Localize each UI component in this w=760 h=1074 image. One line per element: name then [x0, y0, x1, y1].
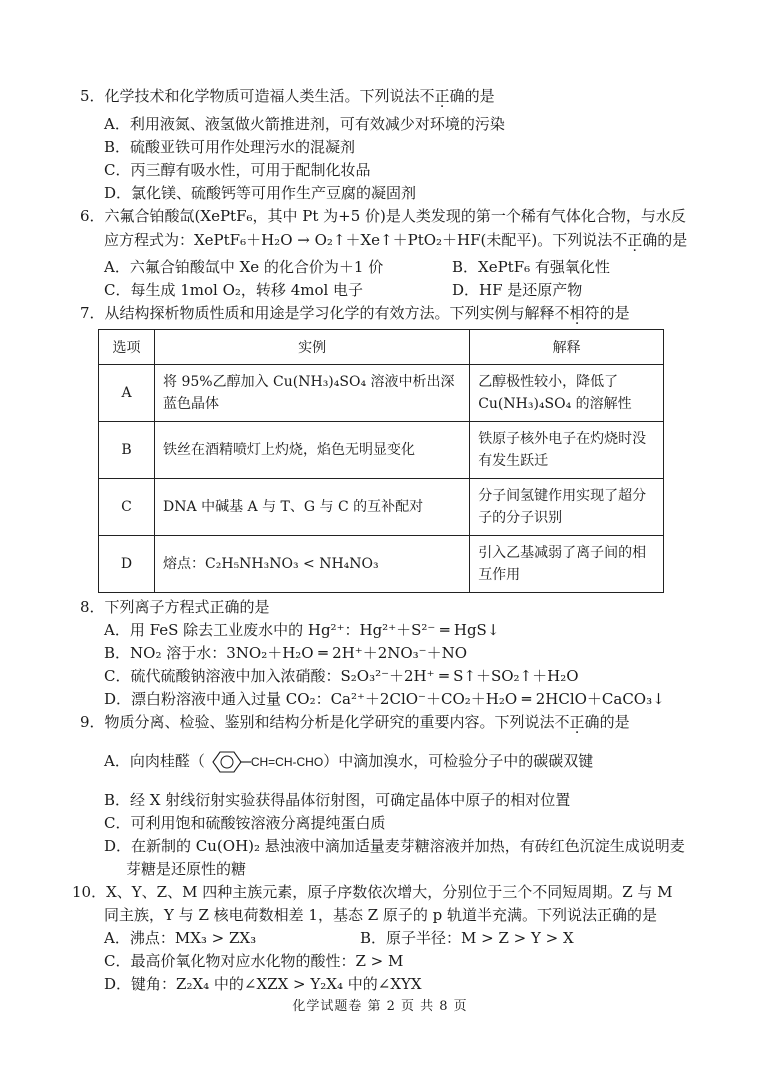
q9-option-a: [104, 748, 593, 775]
q6-emphasis: 不正确: [612, 231, 658, 249]
table-row: [99, 536, 664, 593]
q10-option-c: C．最高价氧化物对应水化物的酸性：Z > M: [104, 952, 404, 970]
q5-option-a: A．利用液氮、液氢做火箭推进剂，可有效减少对环境的污染: [104, 115, 505, 133]
row-example: 熔点：C₂H₅NH₃NO₃ < NH₄NO₃: [155, 536, 470, 593]
row-explanation: 乙醇极性较小，降低了 Cu(NH₃)₄SO₄ 的溶解性: [470, 365, 664, 422]
row-explanation: 引入乙基减弱了离子间的相互作用: [470, 536, 664, 593]
q9-option-a-post: ）中滴加溴水，可检验分子中的碳碳双键: [323, 752, 594, 770]
q7-stem-end: 的是: [599, 304, 630, 322]
row-explanation: 分子间氢键作用实现了超分子的分子识别: [470, 479, 664, 536]
q8-option-d: D．漂白粉溶液中通入过量 CO₂：Ca²⁺＋2ClO⁻＋CO₂＋H₂O ═ 2HClO＋CaCO₃↓: [104, 690, 665, 708]
q9-stem-end: 的是: [599, 713, 630, 731]
q10-stem-line2: 同主族，Y 与 Z 核电荷数相差 1，基态 Z 原子的 p 轨道半充满。下列说法正确的是: [104, 906, 658, 924]
q6-option-a: A．六氟合铂酸氙中 Xe 的化合价为＋1 价: [104, 258, 384, 276]
cinnamaldehyde-chain: CH=CH-CHO: [250, 755, 324, 769]
q6-stem-end: 的是: [657, 231, 688, 249]
q7-table: [98, 329, 664, 593]
q9-option-a-pre: A．向肉桂醛（: [104, 752, 205, 770]
header-option: 选项: [99, 330, 155, 365]
row-key: A: [99, 365, 155, 422]
q7-table-header: [99, 330, 664, 365]
row-key: D: [99, 536, 155, 593]
q5-option-c: C．丙三醇有吸水性，可用于配制化妆品: [104, 161, 371, 179]
q6-stem-line1: 6．六氟合铂酸氙(XePtF₆，其中 Pt 为+5 价)是人类发现的第一个稀有气体化合物，与水反: [80, 207, 686, 225]
q9-stem-text: 9．物质分离、检验、鉴别和结构分析是化学研究的重要内容。下列说法: [80, 713, 555, 731]
q10-stem-line1: 10．X、Y、Z、M 四种主族元素，原子序数依次增大，分别位于三个不同短周期。Z 与 M: [72, 883, 673, 901]
q7-emphasis: 不相符: [554, 304, 600, 322]
q6-option-b: B．XePtF₆ 有强氧化性: [452, 258, 610, 276]
benzene-ring-icon: [205, 749, 251, 775]
q5-option-b: B．硫酸亚铁可用作处理污水的混凝剂: [104, 138, 356, 156]
q8-option-c: C．硫代硫酸钠溶液中加入浓硝酸：S₂O₃²⁻＋2H⁺ ═ S↑＋SO₂↑＋H₂O: [104, 667, 579, 685]
q9-stem: [80, 712, 630, 732]
q5-stem-end: 的是: [464, 87, 495, 105]
row-key: C: [99, 479, 155, 536]
row-example: 将 95%乙醇加入 Cu(NH₃)₄SO₄ 溶液中析出深蓝色晶体: [155, 365, 470, 422]
row-example: DNA 中碱基 A 与 T、G 与 C 的互补配对: [155, 479, 470, 536]
q6-option-d: D．HF 是还原产物: [452, 281, 583, 299]
table-row: [99, 479, 664, 536]
q5-emphasis: 不正确: [419, 87, 465, 105]
q9-option-b: B．经 X 射线衍射实验获得晶体衍射图，可确定晶体中原子的相对位置: [104, 791, 571, 809]
q6-stem-line2: [104, 230, 687, 250]
row-key: B: [99, 422, 155, 479]
q10-option-d: D．键角：Z₂X₄ 中的∠XZX > Y₂X₄ 中的∠XYX: [104, 975, 422, 993]
q8-option-a: A．用 FeS 除去工业废水中的 Hg²⁺：Hg²⁺＋S²⁻ ═ HgS↓: [104, 621, 500, 639]
q7-stem: [80, 303, 630, 323]
header-explanation: 解释: [470, 330, 664, 365]
row-example: 铁丝在酒精喷灯上灼烧，焰色无明显变化: [155, 422, 470, 479]
q9-option-d-cont: 芽糖是还原性的糖: [126, 860, 247, 878]
q10-option-a: A．沸点：MX₃ > ZX₃: [104, 929, 257, 947]
q7-stem-text: 7．从结构探析物质性质和用途是学习化学的有效方法。下列实例与解释: [80, 304, 555, 322]
q5-stem: [80, 86, 495, 106]
header-example: 实例: [155, 330, 470, 365]
q9-option-d: D．在新制的 Cu(OH)₂ 悬浊液中滴加适量麦芽糖溶液并加热，有砖红色沉淀生成说明麦: [104, 837, 685, 855]
page-footer: 化学试题卷 第 2 页 共 8 页: [292, 999, 468, 1014]
q6-option-c: C．每生成 1mol O₂，转移 4mol 电子: [104, 281, 364, 299]
table-row: [99, 365, 664, 422]
q8-stem: 8．下列离子方程式正确的是: [80, 598, 270, 616]
q9-option-c: C．可利用饱和硫酸铵溶液分离提纯蛋白质: [104, 814, 386, 832]
table-row: [99, 422, 664, 479]
q8-option-b: B．NO₂ 溶于水：3NO₂＋H₂O ═ 2H⁺＋2NO₃⁻＋NO: [104, 644, 468, 662]
q9-emphasis: 不正确: [554, 713, 600, 731]
q6-stem-text: 应方程式为：XePtF₆＋H₂O → O₂↑＋Xe↑＋PtO₂＋HF(未配平)。下列说法: [104, 231, 613, 249]
row-explanation: 铁原子核外电子在灼烧时没有发生跃迁: [470, 422, 664, 479]
q5-stem-text: 5．化学技术和化学物质可造福人类生活。下列说法: [80, 87, 420, 105]
q10-option-b: B．原子半径：M > Z > Y > X: [360, 929, 574, 947]
q5-option-d: D．氯化镁、硫酸钙等可用作生产豆腐的凝固剂: [104, 184, 417, 202]
